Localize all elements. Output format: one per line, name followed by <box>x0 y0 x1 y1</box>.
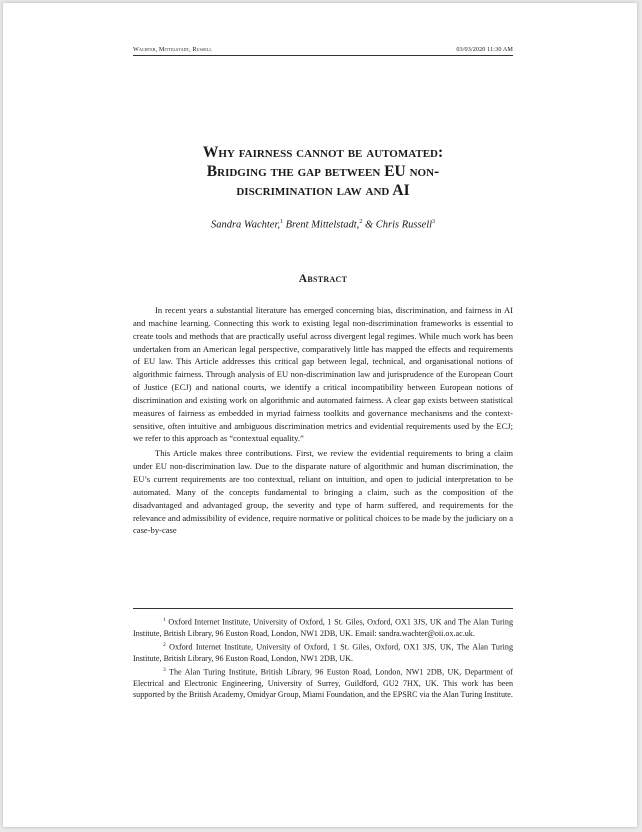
footnote-3-mark: 3 <box>163 666 166 673</box>
footnote-1 <box>133 615 513 639</box>
footnotes <box>133 615 513 701</box>
paragraph: This Article makes three contributions. First, we review the evidential requirements to bring a claim under EU non-discrimination law. Due to the disparate nature of algorithmic and human discrimination, the EU’s current requirements are too contextual, reliant on intuition, and open to judicial interpretation to be automated. Many of the concepts fundamental to bringing a claim, such as the composition of the disadvantaged and advantaged group, the severity and type of harm suffered, and requirements for the relevance and admissibility of evidence, require normative or political choices to be made by the judiciary on a case-by-case <box>133 448 513 536</box>
author-3: & Chris Russell <box>364 219 433 231</box>
footnote-3 <box>133 665 513 700</box>
footnote-1-mark: 1 <box>163 617 166 623</box>
author-3-mark: 3 <box>432 219 436 225</box>
author-1: Sandra Wachter, <box>210 219 280 231</box>
title-line-3: discrimination law and AI <box>236 182 410 199</box>
author-2-mark: 2 <box>359 219 363 225</box>
document-page <box>3 3 637 827</box>
footnote-2-text: Oxford Internet Institute, University of Oxford, 1 St. Giles, Oxford, OX1 3JS, UK, The Alan Turing Institute, British Library, 96 Euston Road, London, NW1 2DB, UK. <box>133 642 514 663</box>
author-2: Brent Mittelstadt, <box>285 219 360 231</box>
author-1-mark: 1 <box>280 219 283 225</box>
running-header <box>133 46 513 56</box>
footnote-2 <box>133 640 513 664</box>
abstract-heading: Abstract <box>298 273 348 285</box>
header-date: 03/03/2020 11:30 AM <box>456 46 513 53</box>
footnote-1-text: Oxford Internet Institute, University of Oxford, 1 St. Giles, Oxford, OX1 3JS, UK and The Alan Turing Institute, British Library, 96 Euston Road, London, NW1 2DB, UK. Email: sandra.wachter@oii.ox.ac.uk. <box>133 617 513 638</box>
header-authors: Wachter, Mittelstadt, Russell <box>133 46 212 53</box>
paragraph: In recent years a substantial literature has emerged concerning bias, discrimination, and fairness in AI and machine learning. Connecting this work to existing legal non-discrimination frameworks is essential to create tools and methods that are practically useful across divergent legal regimes. While much work has been undertaken from an American legal perspective, comparatively little has mapped the effects and requirements of EU law. This Article addresses this critical gap between legal, technical, and organisational notions of algorithmic fairness. Through analysis of EU non-discrimination law and jurisprudence of the European Court of Justice (ECJ) and national courts, we identify a critical incompatibility between European notions of discrimination and existing work on algorithmic and automated fairness. A clear gap exists between statistical measures of fairness as embedded in myriad fairness toolkits and governance mechanisms and the context-sensitive, often intuitive and ambiguous discrimination metrics and evidential requirements used by the ECJ; we refer to this approach as “contextual equality.” <box>133 305 513 444</box>
title-line-2: Bridging the gap between EU non- <box>206 163 440 180</box>
abstract-body <box>133 304 513 539</box>
title-line-1: Why fairness cannot be automated: <box>202 144 444 161</box>
paper-title <box>123 143 523 200</box>
footnote-3-text: The Alan Turing Institute, British Library, 96 Euston Road, London, NW1 2DB, UK, Department of Electrical and Electronic Engineering, University of Surrey, Guildford, GU2 7HX, UK. This work has been supported by the British Academy, Omidyar Group, Miami Foundation, and the EPSRC via the Alan Turing Institute. <box>133 667 513 699</box>
footnote-2-mark: 2 <box>163 641 166 648</box>
footnote-rule <box>133 608 513 609</box>
author-list <box>133 219 513 231</box>
